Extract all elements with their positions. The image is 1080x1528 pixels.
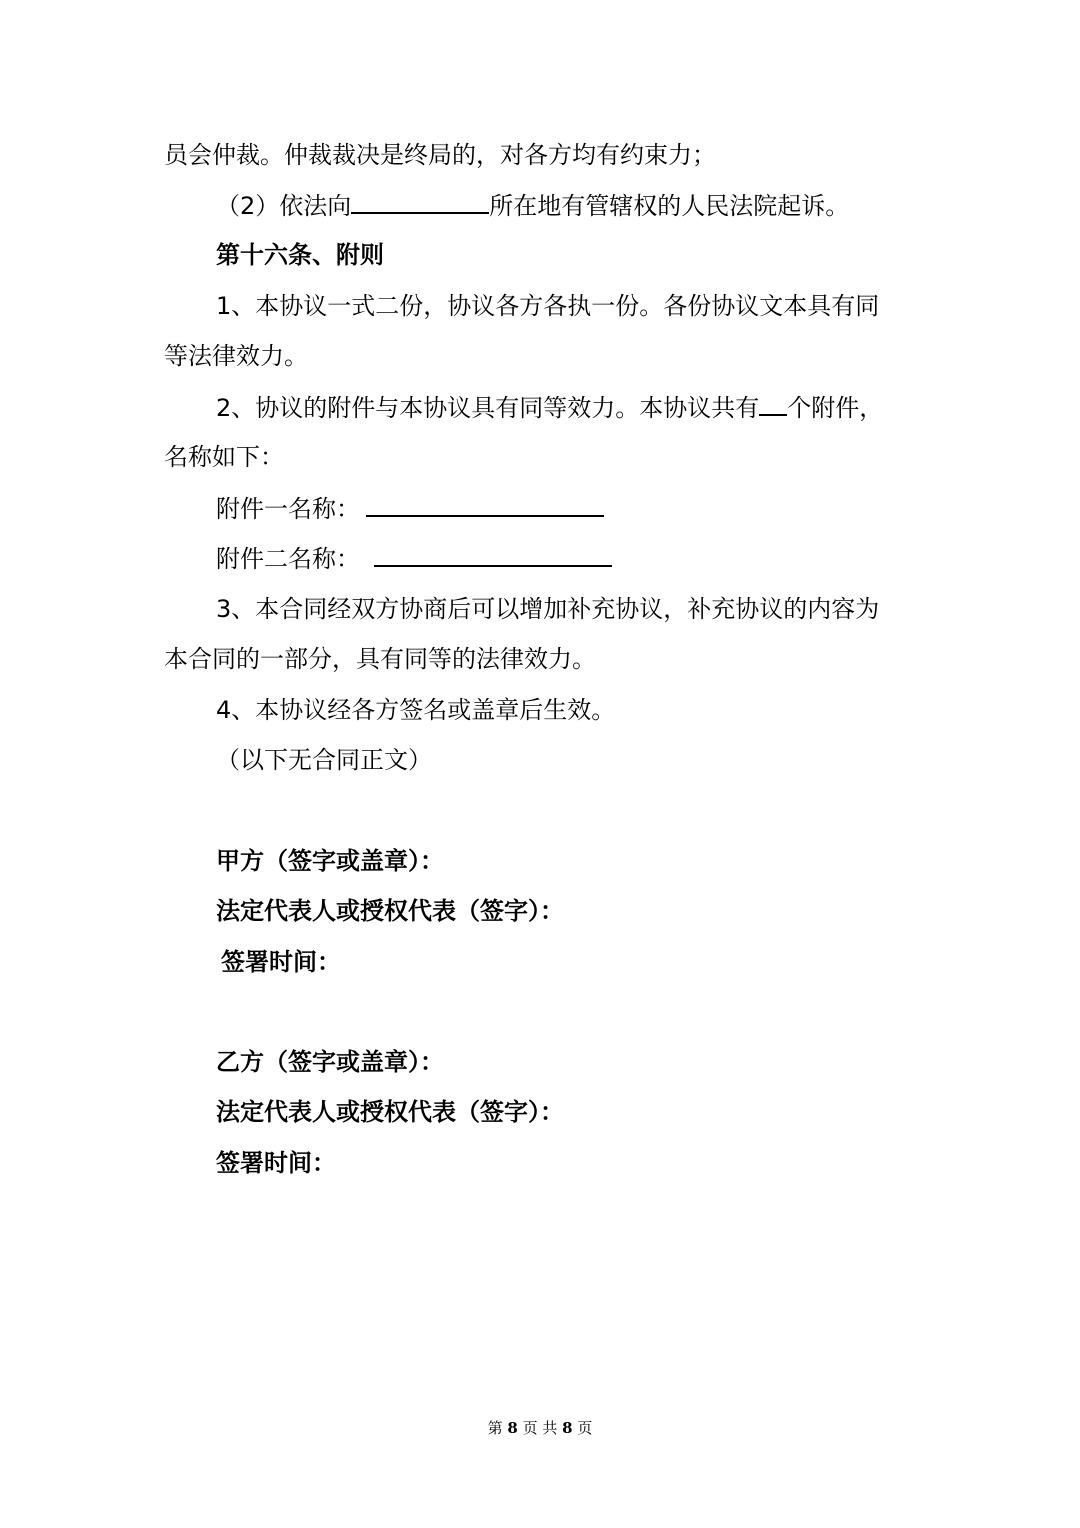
footer-middle: 页 共: [522, 1419, 558, 1437]
page-footer: [0, 1416, 1080, 1440]
footer-prefix: 第: [487, 1419, 503, 1437]
attachment-label: 附件一名称：: [216, 495, 360, 523]
paragraph-text: （2）依法向: [216, 192, 352, 220]
paragraph-text: 所在地有管辖权的人民法院起诉。: [489, 192, 850, 220]
total-pages-number: 8: [562, 1419, 573, 1437]
fill-in-blank: [759, 392, 787, 416]
paragraph-line: 1、本协议一式二份，协议各方各执一份。各份协议文本具有同: [216, 292, 880, 320]
attachment-line: [216, 543, 612, 574]
footer-suffix: 页: [577, 1419, 593, 1437]
attachment-name-blank: [366, 493, 604, 517]
paragraph-line: （以下无合同正文）: [216, 746, 432, 774]
paragraph-line: 员会仲裁。仲裁裁决是终局的，对各方均有约束力；: [164, 141, 716, 169]
paragraph-line: [216, 392, 883, 423]
paragraph-line: 等法律效力。: [164, 342, 308, 370]
party-b-representative-label: 法定代表人或授权代表（签字）：: [216, 1098, 564, 1126]
party-a-signature-label: 甲方（签字或盖章）：: [216, 847, 444, 875]
fill-in-blank: [351, 190, 489, 214]
attachment-label: 附件二名称：: [216, 545, 360, 573]
party-a-date-label: 签署时间：: [221, 948, 341, 976]
paragraph-text: 2、协议的附件与本协议具有同等效力。本协议共有: [216, 394, 760, 422]
party-b-signature-label: 乙方（签字或盖章）：: [216, 1048, 444, 1076]
paragraph-line: 名称如下：: [164, 443, 284, 471]
paragraph-text: 个附件，: [787, 394, 884, 422]
party-a-representative-label: 法定代表人或授权代表（签字）：: [216, 897, 564, 925]
current-page-number: 8: [507, 1419, 518, 1437]
attachment-line: [216, 493, 604, 524]
paragraph-line: 本合同的一部分，具有同等的法律效力。: [164, 645, 596, 673]
paragraph-line: 4、本协议经各方签名或盖章后生效。: [216, 696, 616, 724]
section-heading: 第十六条、附则: [216, 241, 384, 269]
attachment-name-blank: [374, 543, 612, 567]
party-b-date-label: 签署时间：: [216, 1149, 336, 1177]
paragraph-line: 3、本合同经双方协商后可以增加补充协议，补充协议的内容为: [216, 595, 880, 623]
paragraph-line: [216, 190, 849, 221]
